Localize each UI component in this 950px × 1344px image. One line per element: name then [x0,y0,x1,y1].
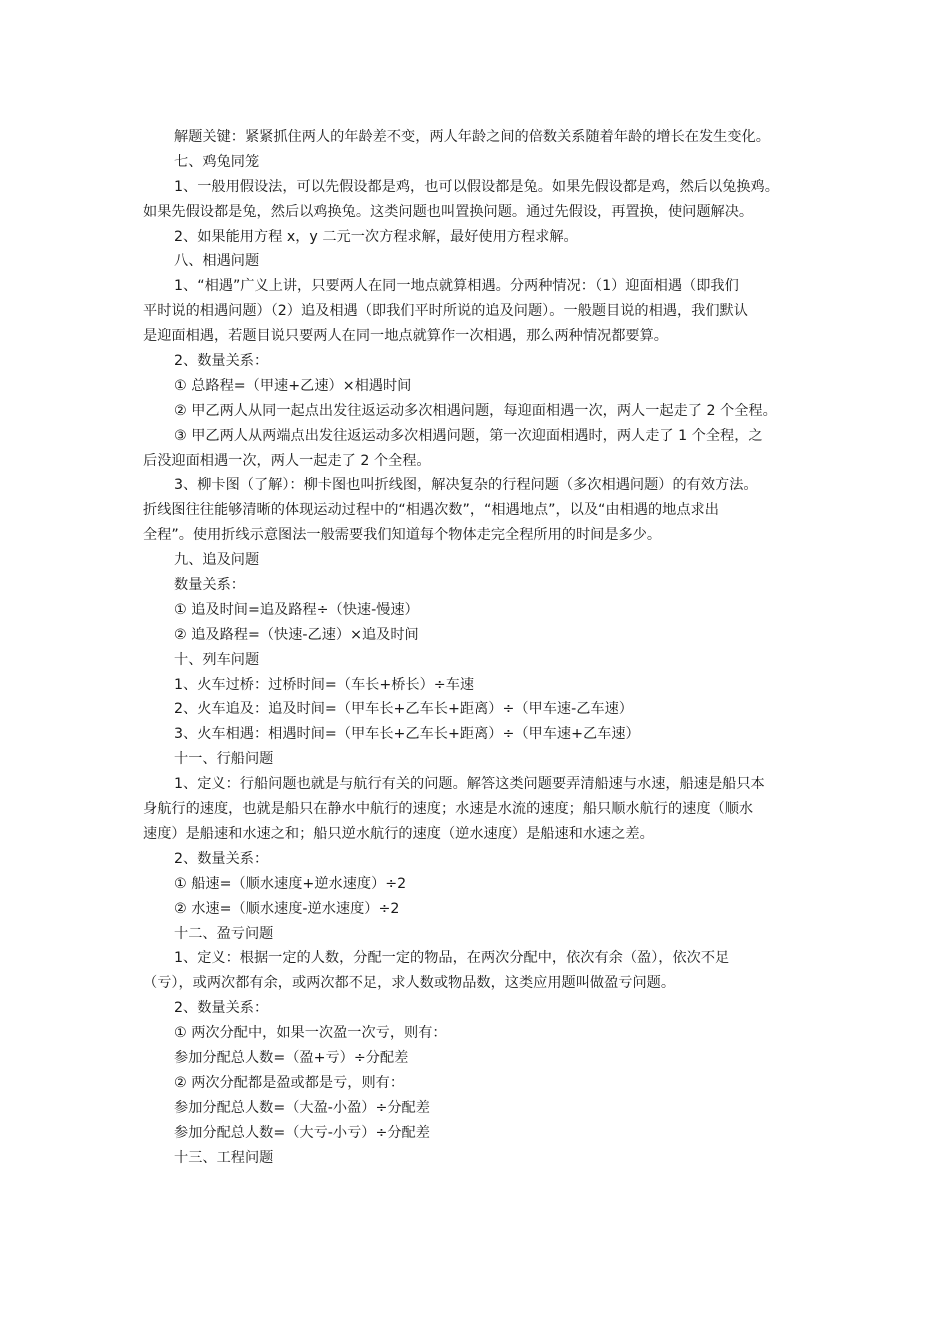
text-line: 九、追及问题 [174,552,260,569]
text-line: ② 甲乙两人从同一起点出发往返运动多次相遇问题，每迎面相遇一次，两人一起走了 2 个全程。 [174,402,777,419]
text-line: 十二、盈亏问题 [174,925,274,942]
text-line: 平时说的相遇问题）（2）追及相遇（即我们平时所说的追及问题）。一般题目说的相遇，我们默认 [143,303,748,320]
text-line: 2、如果能用方程 x，y 二元一次方程求解，最好使用方程求解。 [174,228,578,245]
document-body [143,125,823,1170]
text-line: 速度）是船速和水速之和；船只逆水航行的速度（逆水速度）是船速和水速之差。 [143,825,654,842]
text-line: ① 追及时间=追及路程÷（快速-慢速） [174,601,419,618]
text-line: 十三、工程问题 [174,1149,274,1166]
text-line: ③ 甲乙两人从两端点出发往返运动多次相遇问题，第一次迎面相遇时，两人走了 1 个全程，之 [174,427,763,444]
text-line: 2、数量关系： [174,1000,269,1017]
text-line: 七、鸡兔同笼 [174,153,260,170]
text-line: 1、“相遇”广义上讲，只要两人在同一地点就算相遇。分两种情况：（1）迎面相遇（即我们 [174,278,739,295]
text-line: 后没迎面相遇一次，两人一起走了 2 个全程。 [143,452,431,469]
text-line: ① 两次分配中，如果一次盈一次亏，则有： [174,1025,447,1042]
text-line: 1、定义：行船问题也就是与航行有关的问题。解答这类问题要弄清船速与水速，船速是船只本 [174,776,765,793]
text-line: 参加分配总人数=（盈+亏）÷分配差 [174,1049,409,1066]
text-line: 1、火车过桥：过桥时间=（车长+桥长）÷车速 [174,676,475,693]
text-line: 解题关键：紧紧抓住两人的年龄差不变，两人年龄之间的倍数关系随着年龄的增长在发生变化。 [174,129,770,145]
text-line: 全程”。使用折线示意图法一般需要我们知道每个物体走完全程所用的时间是多少。 [143,527,662,544]
text-line: 2、数量关系： [174,353,269,370]
text-line: 折线图往往能够清晰的体现运动过程中的“相遇次数”，“相遇地点”，以及“由相遇的地点求出 [143,502,719,519]
text-line: 3、柳卡图（了解）：柳卡图也叫折线图，解决复杂的行程问题（多次相遇问题）的有效方法。 [174,477,758,494]
text-line: 十一、行船问题 [174,751,274,768]
text-line: 参加分配总人数=（大亏-小亏）÷分配差 [174,1124,430,1141]
text-line: 2、数量关系： [174,850,269,867]
text-line: 如果先假设都是兔，然后以鸡换兔。这类问题也叫置换问题。通过先假设，再置换，使问题解决。 [143,203,754,220]
text-line: 1、定义：根据一定的人数，分配一定的物品，在两次分配中，依次有余（盈），依次不足 [174,950,730,967]
text-line: ② 两次分配都是盈或都是亏，则有： [174,1074,405,1091]
text-line: 2、火车追及：追及时间=（甲车长+乙车长+距离）÷（甲车速-乙车速） [174,701,633,718]
text-line: 八、相遇问题 [174,253,260,270]
text-line: ② 水速=（顺水速度-逆水速度）÷2 [174,900,400,917]
text-line: 3、火车相遇：相遇时间=（甲车长+乙车长+距离）÷（甲车速+乙车速） [174,726,640,743]
text-line: ② 追及路程=（快速-乙速）×追及时间 [174,626,419,643]
text-line: 是迎面相遇，若题目说只要两人在同一地点就算作一次相遇，那么两种情况都要算。 [143,328,668,345]
text-line: （亏），或两次都有余，或两次都不足，求人数或物品数，这类应用题叫做盈亏问题。 [143,975,676,992]
text-line: 十、列车问题 [174,651,260,668]
text-line: ① 总路程=（甲速+乙速）×相遇时间 [174,377,412,394]
text-line: 数量关系： [174,577,245,594]
text-line: 身航行的速度，也就是船只在静水中航行的速度；水速是水流的速度；船只顺水航行的速度（顺水 [143,801,754,818]
text-line: ① 船速=（顺水速度+逆水速度）÷2 [174,875,407,892]
text-line: 1、一般用假设法，可以先假设都是鸡，也可以假设都是兔。如果先假设都是鸡，然后以兔换鸡。 [174,178,779,195]
text-line: 参加分配总人数=（大盈-小盈）÷分配差 [174,1099,430,1116]
